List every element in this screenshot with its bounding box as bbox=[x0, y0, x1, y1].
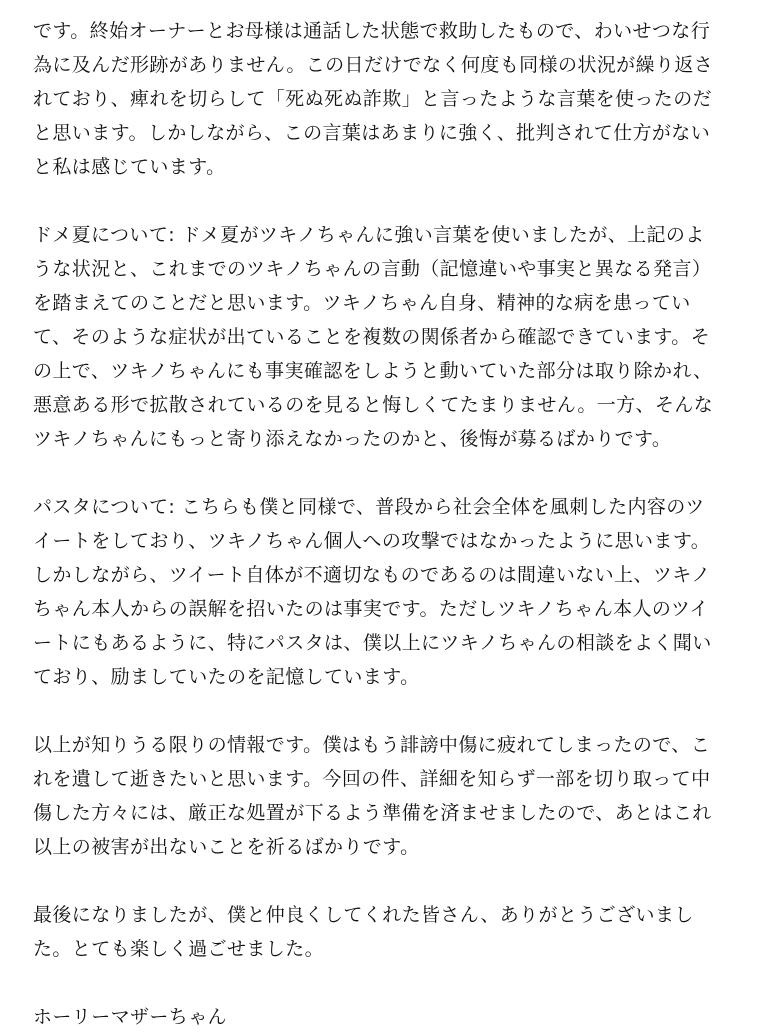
text-line: て、そのような症状が出ていることを複数の関係者から確認できています。そ bbox=[33, 326, 711, 348]
paragraph-gap bbox=[33, 864, 733, 898]
text-line: ドメ夏について: ドメ夏がツキノちゃんに強い言葉を使いましたが、上記のよ bbox=[33, 224, 705, 246]
paragraph-conclusion bbox=[33, 728, 733, 864]
text-line: と思います。しかしながら、この言葉はあまりに強く、批判されて仕方がない bbox=[33, 122, 711, 144]
text-line: と私は感じています。 bbox=[33, 156, 226, 178]
text-line: 為に及んだ形跡がありません。この日だけでなく何度も同様の状況が繰り返さ bbox=[33, 54, 714, 76]
paragraph-rescue-context bbox=[33, 14, 733, 184]
text-line: うな状況と、これまでのツキノちゃんの言動（記憶違いや事実と異なる発言） bbox=[33, 258, 712, 280]
text-line: た。とても楽しく過ごせました。 bbox=[33, 938, 325, 960]
text-line: です。終始オーナーとお母様は通話した状態で救助したもので、わいせつな行 bbox=[33, 20, 711, 42]
text-line: しかしながら、ツイート自体が不適切なものであるのは間違いない上、ツキノ bbox=[33, 564, 711, 586]
paragraph-pasta bbox=[33, 490, 733, 694]
text-line: 悪意ある形で拡散されているのを見ると悔しくてたまりません。一方、そんな bbox=[33, 394, 714, 416]
text-line: ートにもあるように、特にパスタは、僕以上にツキノちゃんの相談をよく聞い bbox=[33, 632, 712, 654]
paragraph-gap bbox=[33, 966, 733, 1000]
text-line: れており、痺れを切らして「死ぬ死ぬ詐欺」と言ったような言葉を使ったのだ bbox=[33, 88, 713, 110]
text-line: 傷した方々には、厳正な処置が下るよう準備を済ませましたので、あとはこれ bbox=[33, 802, 712, 824]
text-line: イートをしており、ツキノちゃん個人への攻撃ではなかったように思います。 bbox=[33, 530, 711, 552]
text-line: れを遺して逝きたいと思います。今回の件、詳細を知らず一部を切り取って中 bbox=[33, 768, 711, 790]
signature: ホーリーマザーちゃん bbox=[33, 1006, 228, 1028]
text-line: の上で、ツキノちゃんにも事実確認をしようと動いていた部分は取り除かれ、 bbox=[33, 360, 713, 382]
paragraph-farewell bbox=[33, 898, 733, 966]
text-line: ちゃん本人からの誤解を招いたのは事実です。ただしツキノちゃん本人のツイ bbox=[33, 598, 709, 620]
paragraph-domenatsu bbox=[33, 218, 733, 456]
text-line: 以上の被害が出ないことを祈るばかりです。 bbox=[33, 836, 420, 858]
text-line: ツキノちゃんにもっと寄り添えなかったのかと、後悔が募るばかりです。 bbox=[33, 428, 672, 450]
text-line: ており、励ましていたのを記憶しています。 bbox=[33, 666, 420, 688]
text-line: パスタについて: こちらも僕と同様で、普段から社会全体を風刺した内容のツ bbox=[33, 496, 705, 518]
text-line: 以上が知りうる限りの情報です。僕はもう誹謗中傷に疲れてしまったので、こ bbox=[33, 734, 711, 756]
paragraph-gap bbox=[33, 456, 733, 490]
paragraph-gap bbox=[33, 694, 733, 728]
text-line: 最後になりましたが、僕と仲良くしてくれた皆さん、ありがとうございまし bbox=[33, 904, 694, 926]
document-body bbox=[33, 14, 733, 1034]
paragraph-gap bbox=[33, 184, 733, 218]
text-line: を踏まえてのことだと思います。ツキノちゃん自身、精神的な病を患ってい bbox=[33, 292, 691, 314]
